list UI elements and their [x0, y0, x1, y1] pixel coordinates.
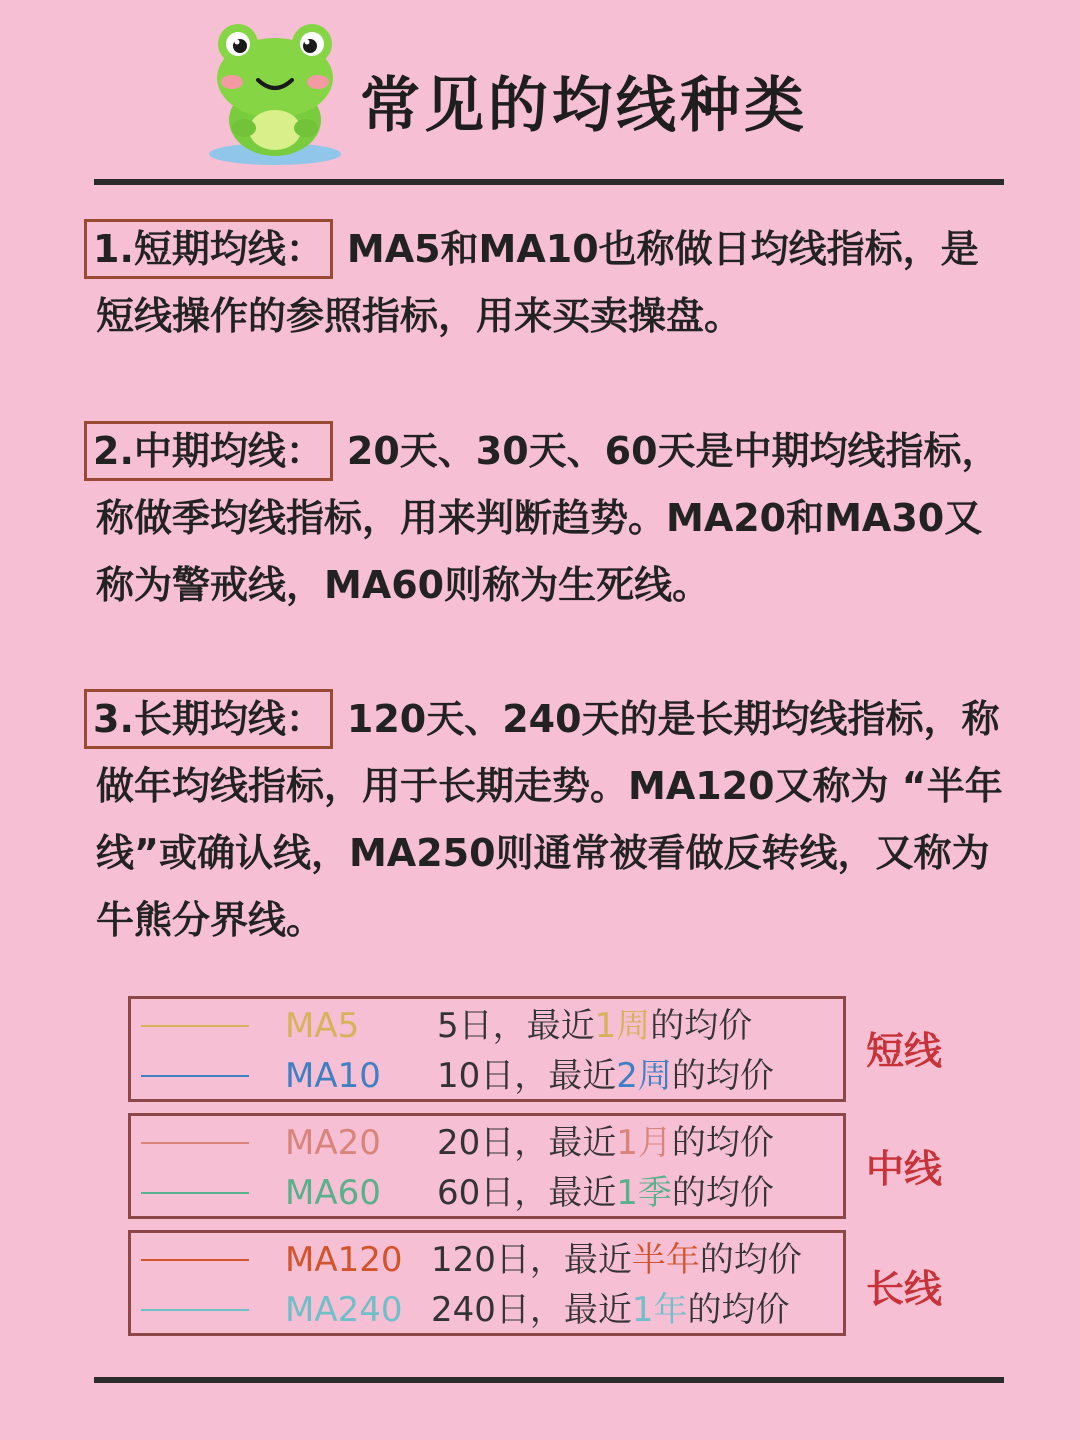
line-sample	[141, 1192, 249, 1194]
line-sample	[141, 1075, 249, 1077]
section-mid-term	[93, 418, 1006, 619]
section-label: 3.长期均线：	[84, 689, 333, 749]
ma-name: MA240	[285, 1290, 403, 1330]
ma-desc: 10日，最近2周的均价	[437, 1056, 774, 1096]
line-sample	[141, 1142, 249, 1144]
ma-desc: 20日，最近1月的均价	[437, 1123, 774, 1163]
ma-row	[131, 1051, 846, 1101]
section-text: 120天、240天的是长期均线指标，称做年均线指标，用于长期走势。MA120又称为 “半年线”或确认线，MA250则通常被看做反转线，又称为牛熊分界线。	[96, 697, 1003, 942]
ma-row	[131, 1285, 846, 1335]
line-sample	[141, 1259, 249, 1261]
section-text: 20天、30天、60天是中期均线指标，称做季均线指标，用来判断趋势。MA20和MA30又称为警戒线，MA60则称为生死线。	[96, 429, 1000, 607]
bottom-divider	[94, 1377, 1004, 1383]
line-sample	[141, 1025, 249, 1027]
ma-desc: 120日，最近半年的均价	[431, 1240, 802, 1280]
ma-name: MA5	[285, 1006, 360, 1046]
section-label: 2.中期均线：	[84, 421, 333, 481]
group-label-mid: 中线	[866, 1147, 943, 1191]
ma-desc: 240日，最近1年的均价	[431, 1290, 790, 1330]
ma-row	[131, 1168, 846, 1218]
ma-desc: 5日，最近1周的均价	[437, 1006, 753, 1046]
ma-name: MA120	[285, 1240, 403, 1280]
section-long-term	[93, 686, 1006, 954]
line-sample	[141, 1309, 249, 1311]
section-short-term	[93, 216, 1006, 350]
top-divider	[94, 179, 1004, 185]
group-label-long: 长线	[866, 1267, 943, 1311]
ma-name: MA60	[285, 1173, 381, 1213]
frog-icon	[200, 20, 350, 170]
ma-name: MA20	[285, 1123, 381, 1163]
group-label-short: 短线	[866, 1029, 943, 1073]
group-short	[128, 996, 846, 1102]
ma-row	[131, 1235, 846, 1285]
page-title: 常见的均线种类	[360, 71, 808, 141]
ma-desc: 60日，最近1季的均价	[437, 1173, 774, 1213]
ma-name: MA10	[285, 1056, 381, 1096]
section-text: MA5和MA10也称做日均线指标，是短线操作的参照指标，用来买卖操盘。	[96, 227, 979, 338]
group-long	[128, 1230, 846, 1336]
ma-row	[131, 1001, 846, 1051]
ma-row	[131, 1118, 846, 1168]
group-mid	[128, 1113, 846, 1219]
section-label: 1.短期均线：	[84, 219, 333, 279]
